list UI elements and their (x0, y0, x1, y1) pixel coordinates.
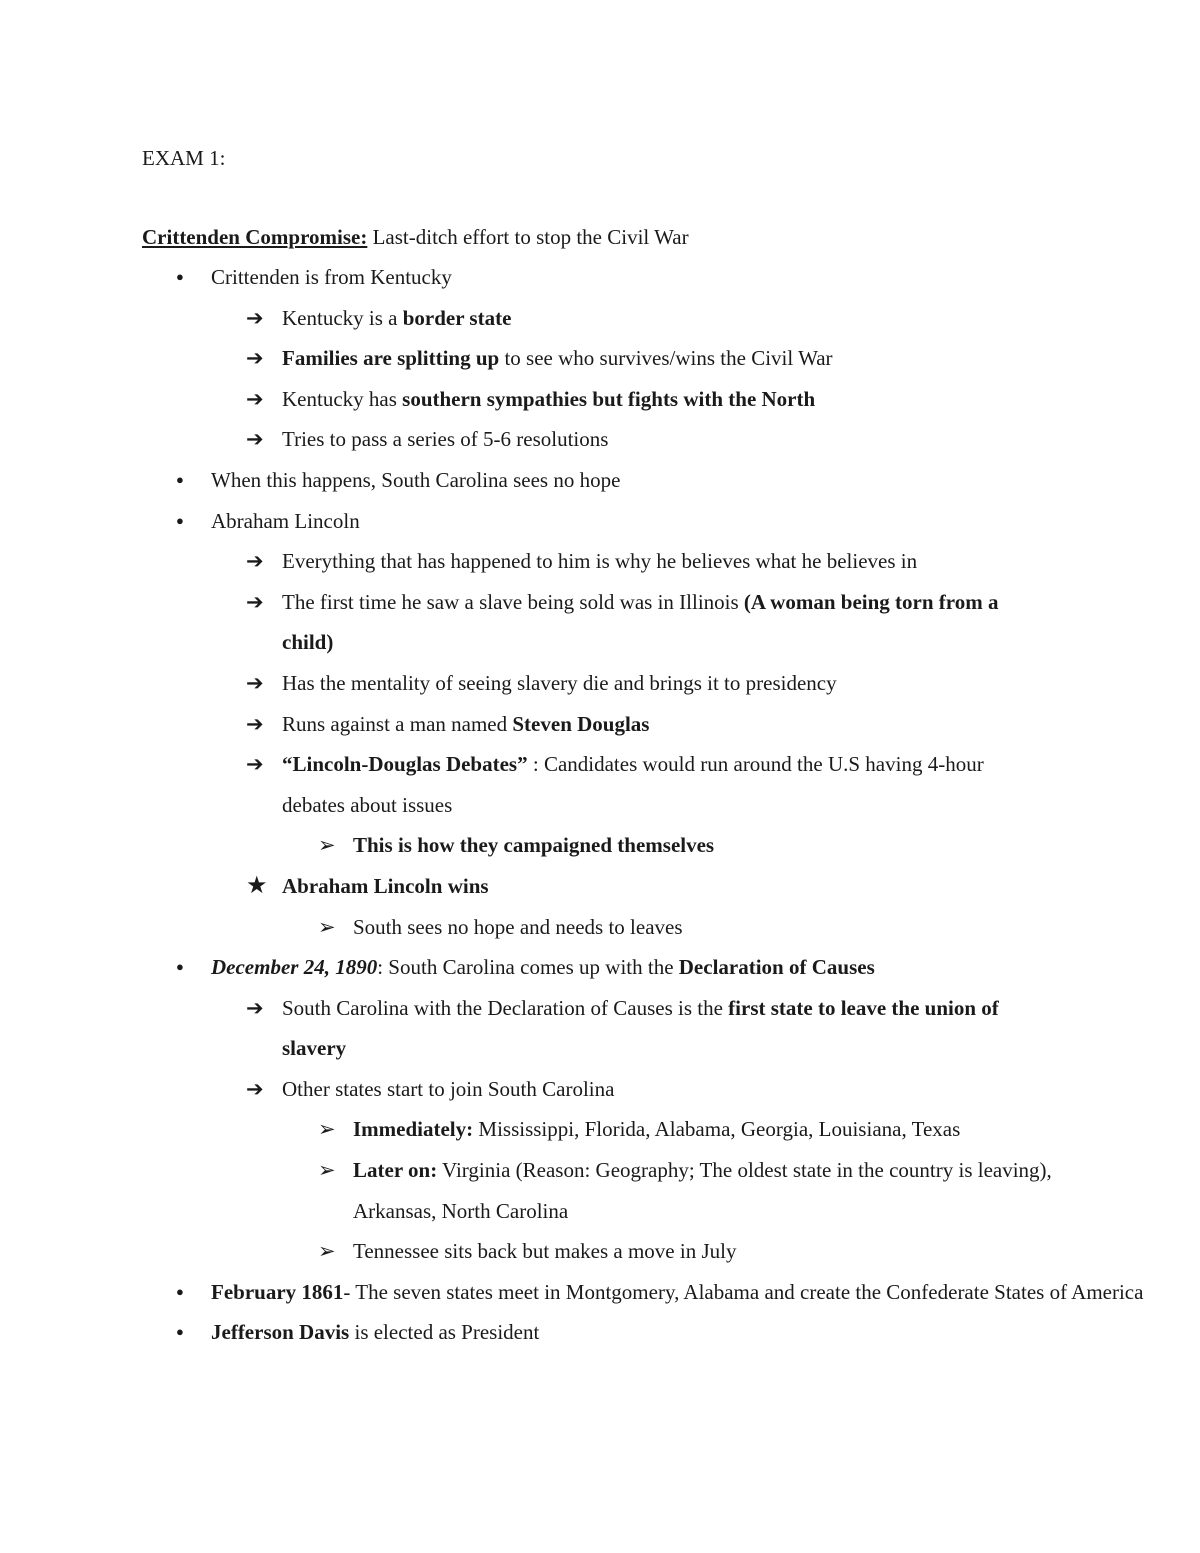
note-item (0, 460, 1200, 501)
note-item (0, 1069, 1042, 1110)
note-text: Families are splitting up (282, 346, 500, 371)
bullet-icon: ● (176, 471, 184, 487)
bullet-icon: ● (176, 959, 184, 975)
chevron-arrow-icon: ➢ (318, 914, 336, 939)
arrow-right-icon: ➔ (246, 305, 264, 330)
note-run: Virginia (Reason: Geography; The oldest state in the country is leaving), Arkansas, North Carolina (353, 1158, 1052, 1223)
topic-heading: Crittenden Compromise: (142, 225, 368, 249)
note-text: December 24, 1890 (211, 955, 378, 980)
note-item (0, 1272, 1200, 1313)
note-item (0, 338, 1042, 379)
note-item (0, 298, 1042, 339)
note-run (403, 306, 512, 330)
note-text: Abraham Lincoln wins (282, 873, 489, 898)
note-item (0, 947, 1200, 988)
note-run: - The seven states meet in Montgomery, Alabama and create the Confederate States of America (343, 1279, 1144, 1304)
note-item (0, 866, 1042, 907)
note-item (0, 907, 1063, 948)
note-item (0, 1312, 1200, 1353)
note-run (679, 955, 875, 979)
note-run: South Carolina with the Declaration of Causes is the (282, 995, 729, 1020)
bullet-icon: ● (176, 1324, 184, 1340)
arrow-right-icon: ➔ (246, 995, 264, 1020)
topic-intro (142, 217, 689, 257)
note-run: When this happens, South Carolina sees no hope (211, 467, 621, 492)
chevron-arrow-icon: ➢ (318, 1158, 336, 1183)
chevron-arrow-icon: ➢ (318, 833, 336, 858)
note-text: Jefferson Davis (211, 1320, 350, 1345)
note-run: is elected as President (349, 1320, 540, 1345)
note-item (0, 988, 1042, 1069)
arrow-right-icon: ➔ (246, 346, 264, 371)
note-text: Immediately: (353, 1117, 474, 1142)
note-item (0, 379, 1042, 420)
note-item (0, 704, 1042, 745)
note-run: Kentucky has (282, 386, 403, 411)
note-run (512, 712, 649, 736)
note-run: South sees no hope and needs to leaves (353, 914, 683, 939)
note-item (0, 257, 1200, 298)
note-run: Abraham Lincoln (211, 508, 360, 533)
arrow-right-icon: ➔ (246, 427, 264, 452)
note-run: Crittenden is from Kentucky (211, 265, 452, 289)
note-text: (A woman being torn from a child) (282, 589, 999, 655)
note-item (0, 663, 1042, 704)
arrow-right-icon: ➔ (246, 670, 264, 695)
bullet-icon: ● (176, 1283, 184, 1299)
arrow-right-icon: ➔ (246, 1076, 264, 1101)
arrow-right-icon: ➔ (246, 589, 264, 614)
chevron-arrow-icon: ➢ (318, 1239, 336, 1264)
note-text: February 1861 (211, 1279, 344, 1304)
document-title: EXAM 1: (142, 146, 226, 170)
note-run: Runs against a man named (282, 711, 513, 736)
note-item (0, 582, 1042, 663)
note-run: Mississippi, Florida, Alabama, Georgia, Louisiana, Texas (473, 1117, 961, 1142)
note-run: Has the mentality of seeing slavery die and brings it to presidency (282, 670, 837, 695)
note-run: Tennessee sits back but makes a move in July (353, 1239, 737, 1264)
arrow-right-icon: ➔ (246, 752, 264, 777)
note-run (353, 1158, 437, 1182)
note-item (0, 1109, 1063, 1150)
note-run (353, 833, 714, 857)
note-run (402, 387, 815, 411)
note-run (211, 955, 377, 979)
bullet-icon: ● (176, 269, 184, 284)
chevron-arrow-icon: ➢ (318, 1117, 336, 1142)
notes-list (0, 257, 1200, 1353)
note-text: “Lincoln-Douglas Debates” (282, 752, 528, 777)
note-run: Kentucky is a (282, 305, 403, 330)
arrow-right-icon: ➔ (246, 549, 264, 574)
note-item (0, 419, 1042, 460)
arrow-right-icon: ➔ (246, 711, 264, 736)
note-item (0, 541, 1042, 582)
note-text: border state (402, 305, 512, 330)
arrow-right-icon: ➔ (246, 386, 264, 411)
note-text: southern sympathies but fights with the North (402, 386, 816, 411)
note-run: Other states start to join South Carolina (282, 1076, 615, 1101)
note-run (211, 1320, 349, 1344)
note-run: Everything that has happened to him is why he believes what he believes in (282, 549, 918, 574)
note-run (282, 752, 528, 776)
note-run: : South Carolina comes up with the (377, 955, 679, 980)
topic-description: Last-ditch effort to stop the Civil War (367, 225, 689, 249)
note-text: first state to leave the union of slavery (282, 995, 999, 1061)
note-text: Steven Douglas (512, 711, 650, 736)
note-run: : Candidates would run around the U.S having 4-hour debates about issues (282, 752, 984, 817)
note-run: The first time he saw a slave being sold was in Illinois (282, 589, 744, 614)
note-run (353, 1117, 473, 1141)
note-text: Later on: (353, 1158, 438, 1183)
note-text: This is how they campaigned themselves (353, 833, 715, 858)
note-run: to see who survives/wins the Civil War (499, 346, 833, 371)
bullet-icon: ● (176, 512, 184, 528)
note-item (0, 1150, 1063, 1231)
note-item (0, 744, 1042, 825)
note-item (0, 1231, 1063, 1272)
star-icon: ★ (246, 872, 268, 899)
note-run (211, 1280, 343, 1304)
note-run (282, 346, 499, 370)
note-item (0, 825, 1063, 866)
note-item (0, 501, 1200, 542)
note-run (282, 874, 489, 898)
note-run: Tries to pass a series of 5-6 resolutions (282, 427, 609, 452)
note-text: Declaration of Causes (678, 955, 875, 980)
